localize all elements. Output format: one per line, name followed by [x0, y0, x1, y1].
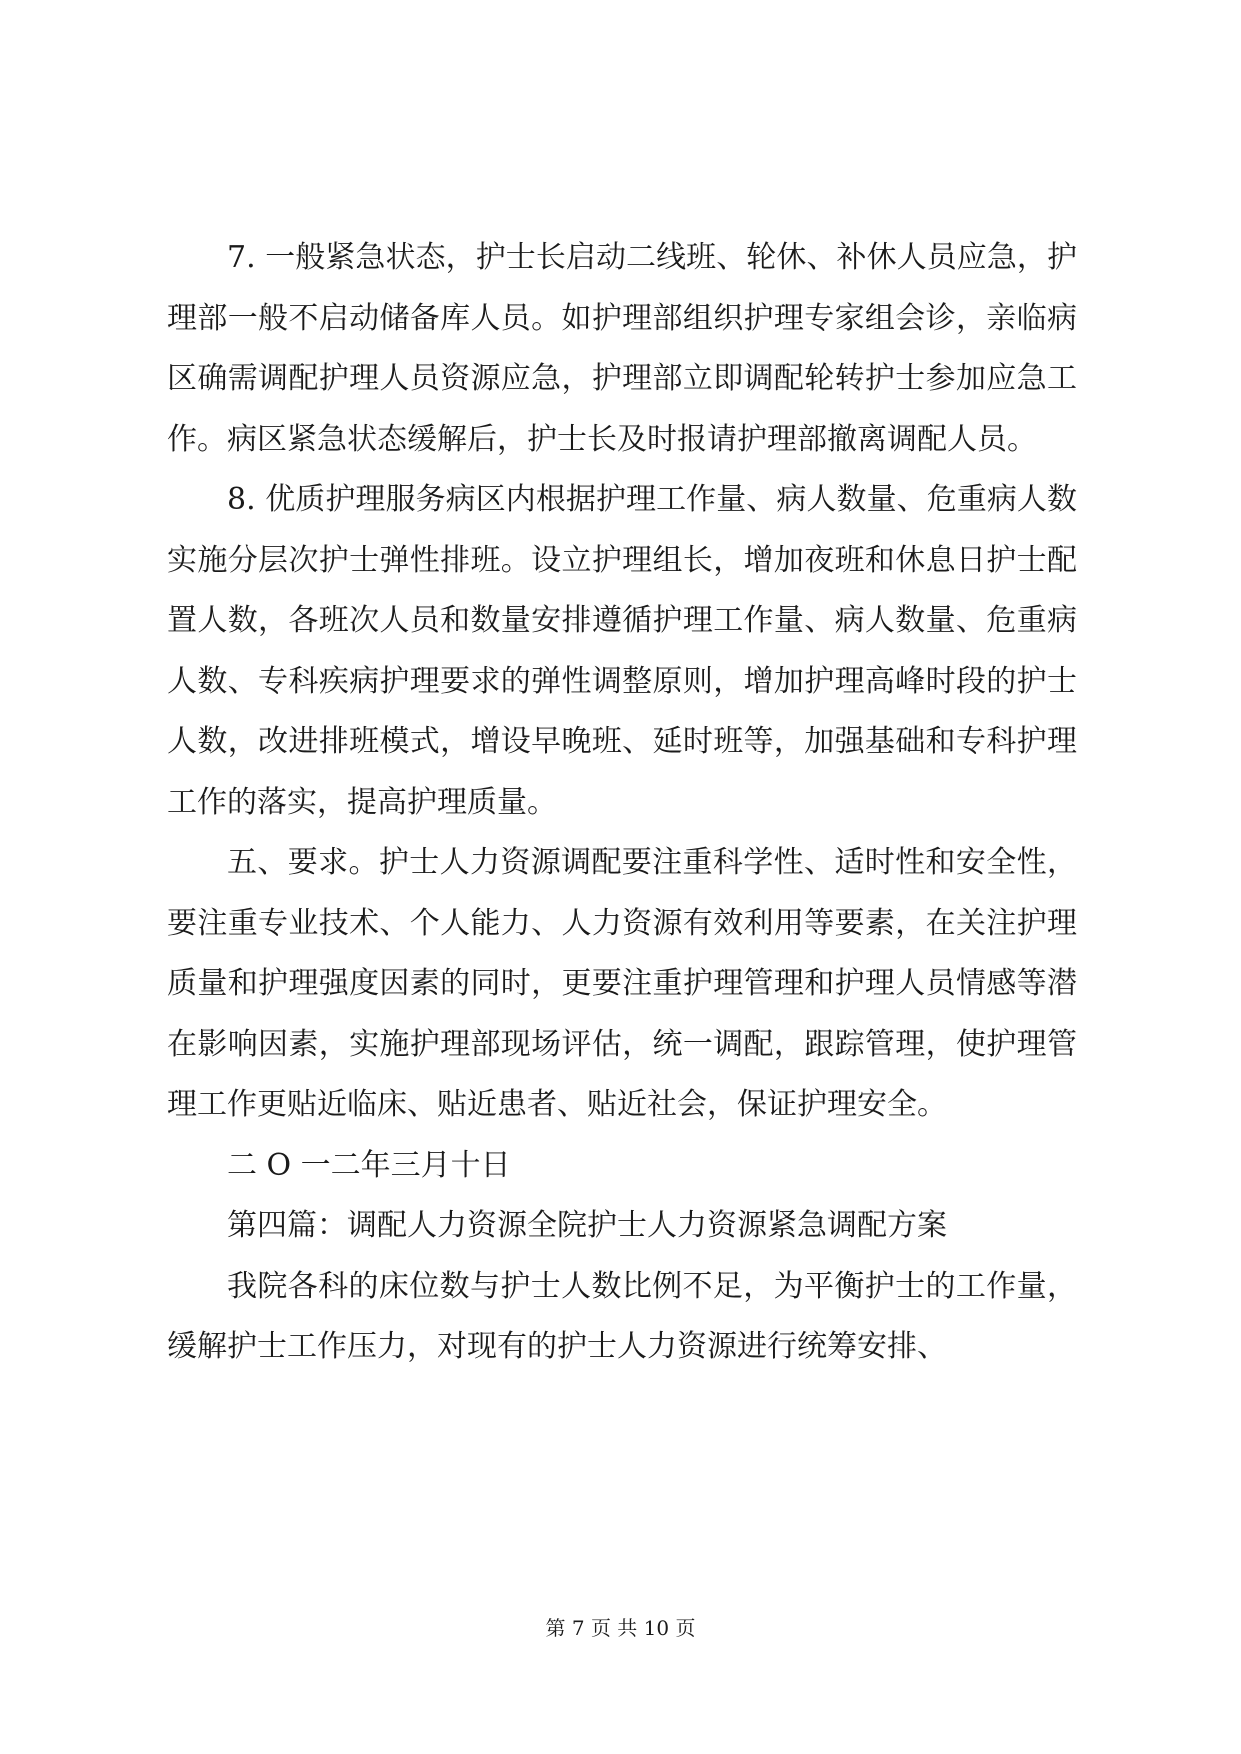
paragraph-item-7: 7. 一般紧急状态，护士长启动二线班、轮休、补休人员应急，护理部一般不启动储备库人员。如护理部组织护理专家组会诊，亲临病区确需调配护理人员资源应急，护理部立即调配轮转护士参加应急工作。病区紧急状态缓解后，护士长及时报请护理部撤离调配人员。	[167, 240, 1077, 457]
page-number-footer: 第 7 页 共 10 页	[545, 1616, 696, 1640]
document-body	[167, 228, 1077, 1378]
date-line: 二 O 一二年三月十日	[227, 1147, 511, 1183]
paragraph-item-8: 8. 优质护理服务病区内根据护理工作量、病人数量、危重病人数实施分层次护士弹性排班。设立护理组长，增加夜班和休息日护士配置人数，各班次人员和数量安排遵循护理工作量、病人数量、危重病人数、专科疾病护理要求的弹性调整原则，增加护理高峰时段的护士人数，改进排班模式，增设早晚班、延时班等，加强基础和专科护理工作的落实，提高护理质量。	[167, 482, 1077, 820]
paragraph-intro: 我院各科的床位数与护士人数比例不足，为平衡护士的工作量，缓解护士工作压力，对现有的护士人力资源进行统筹安排、	[167, 1268, 1077, 1364]
section-heading: 第四篇：调配人力资源全院护士人力资源紧急调配方案	[227, 1208, 947, 1243]
paragraph-requirements: 五、要求。护士人力资源调配要注重科学性、适时性和安全性，要注重专业技术、个人能力、人力资源有效利用等要素，在关注护理质量和护理强度因素的同时，更要注重护理管理和护理人员情感等潜在影响因素，实施护理部现场评估，统一调配，跟踪管理，使护理管理工作更贴近临床、贴近患者、贴近社会，保证护理安全。	[167, 845, 1077, 1122]
